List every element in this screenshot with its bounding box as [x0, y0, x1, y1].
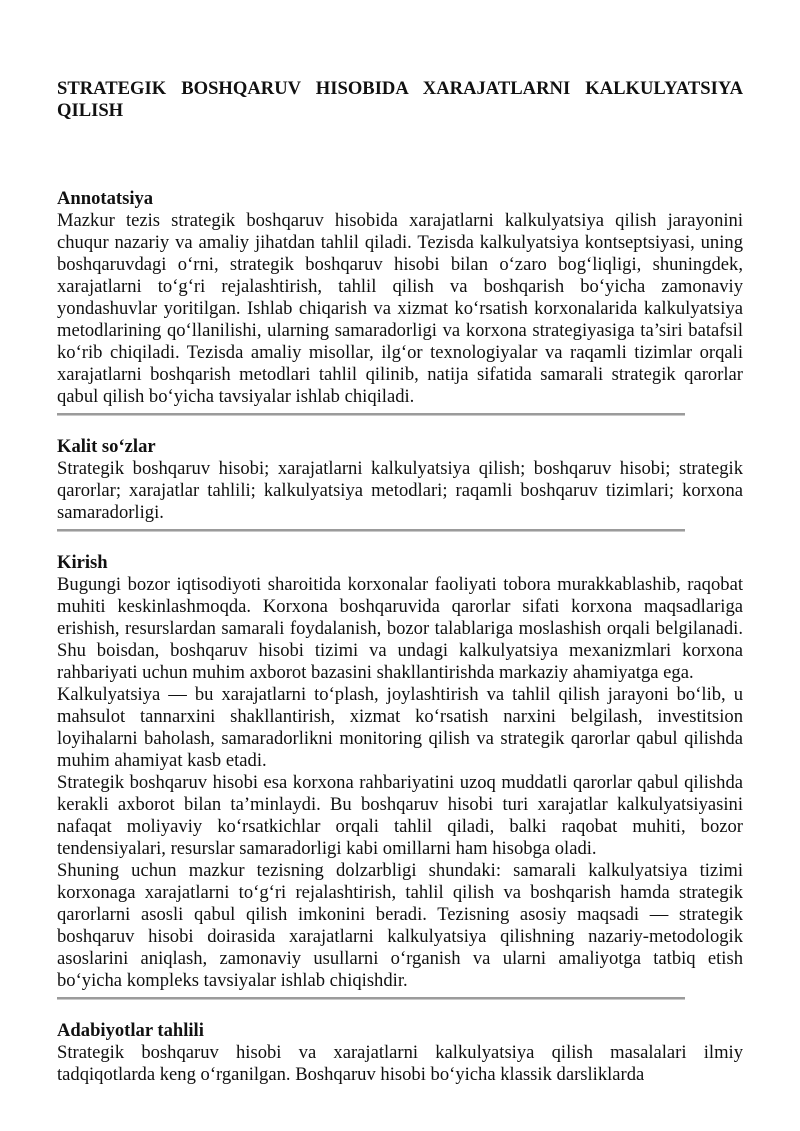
section-heading-adabiyotlar-tahlili: Adabiyotlar tahlili — [57, 1020, 204, 1041]
kirish-paragraph-1: Bugungi bozor iqtisodiyoti sharoitida korxonalar faoliyati tobora murakkablashib, raqobat muhiti keskinlashmoqda. Korxona boshqaruvida qarorlar sifati korxona maqsadlariga erishish, resurslardan samarali foydalanish, bozor talablariga moslashish orqali belgilanadi. Shu boisdan, boshqaruv hisobi tizimi va undagi kalkulyatsiya mexanizmlari korxona rahbariyati uchun muhim axborot bazasini shakllantirishda markaziy ahamiyatga ega. — [57, 574, 743, 683]
kirish-paragraph-4: Shuning uchun mazkur tezisning dolzarbligi shundaki: samarali kalkulyatsiya tizimi korxonaga xarajatlarni toʻgʻri rejalashtirish, tahlil qilish va boshqarish hamda strategik qarorlarni asosli qabul qilish imkonini beradi. Tezisning asosiy maqsadi — strategik boshqaruv hisobi doirasida xarajatlarni kalkulyatsiya qilishning nazariy-metodologik asoslarini aniqlash, zamonaviy usullarni oʻrganish va ularni amaliyotga tatbiq etish boʻyicha kompleks tavsiyalar ishlab chiqishdir. — [57, 860, 743, 991]
section-divider — [57, 529, 685, 532]
annotatsiya-paragraph: Mazkur tezis strategik boshqaruv hisobida xarajatlarni kalkulyatsiya qilish jarayonini chuqur nazariy va amaliy jihatdan tahlil qiladi. Tezisda kalkulyatsiya kontseptsiyasi, uning boshqaruvdagi oʻrni, strategik boshqaruv hisobi bilan oʻzaro bogʻliqligi, shuningdek, xarajatlarni toʻgʻri rejalashtirish, tahlil qilish va boshqarish boʻyicha zamonaviy yondashuvlar yoritilgan. Ishlab chiqarish va xizmat koʻrsatish korxonalarida kalkulyatsiya metodlarining qoʻllanilishi, ularning samaradorligi va korxona strategiyasiga ta’siri batafsil koʻrib chiqiladi. Tezisda amaliy misollar, ilgʻor texnologiyalar va raqamli tizimlar orqali xarajatlarni boshqarish metodlari tahlil qilinib, natija sifatida samarali strategik qarorlar qabul qilish boʻyicha tavsiyalar ishlab chiqiladi. — [57, 210, 743, 407]
adabiyotlar-tahlili-paragraph: Strategik boshqaruv hisobi va xarajatlarni kalkulyatsiya qilish masalalari ilmiy tadqiqotlarda keng oʻrganilgan. Boshqaruv hisobi boʻyicha klassik darsliklarda — [57, 1042, 743, 1085]
section-divider — [57, 997, 685, 1000]
section-heading-kirish: Kirish — [57, 552, 108, 573]
document-title: STRATEGIK BOSHQARUV HISOBIDA XARAJATLARNI KALKULYATSIYA QILISH — [57, 78, 743, 121]
section-kalit-sozlar — [57, 436, 743, 532]
section-heading-annotatsiya: Annotatsiya — [57, 188, 154, 209]
section-heading-kalit-sozlar: Kalit soʻzlar — [57, 436, 156, 457]
section-divider — [57, 413, 685, 416]
kirish-paragraph-3: Strategik boshqaruv hisobi esa korxona rahbariyatini uzoq muddatli qarorlar qabul qilishda kerakli axborot bilan ta’minlaydi. Bu boshqaruv hisobi turi xarajatlar kalkulyatsiyasini nafaqat moliyaviy koʻrsatkichlar orqali tahlil qiladi, balki raqobat muhiti, bozor tendensiyalari, resurslar samaradorligi kabi omillarni ham hisobga oladi. — [57, 772, 743, 859]
kalit-sozlar-paragraph: Strategik boshqaruv hisobi; xarajatlarni kalkulyatsiya qilish; boshqaruv hisobi; strategik qarorlar; xarajatlar tahlili; kalkulyatsiya metodlari; raqamli boshqaruv tizimlari; korxona samaradorligi. — [57, 458, 743, 523]
section-annotatsiya — [57, 188, 743, 416]
kirish-paragraph-2: Kalkulyatsiya — bu xarajatlarni toʻplash, joylashtirish va tahlil qilish jarayoni boʻlib, u mahsulot tannarxini shakllantirish, xizmat koʻrsatish narxini belgilash, investitsion loyihalarni baholash, samaradorlikni monitoring qilish va strategik qarorlar qabul qilishda muhim ahamiyat kasb etadi. — [57, 684, 743, 771]
section-kirish — [57, 552, 743, 1000]
section-adabiyotlar-tahlili — [57, 1020, 743, 1086]
